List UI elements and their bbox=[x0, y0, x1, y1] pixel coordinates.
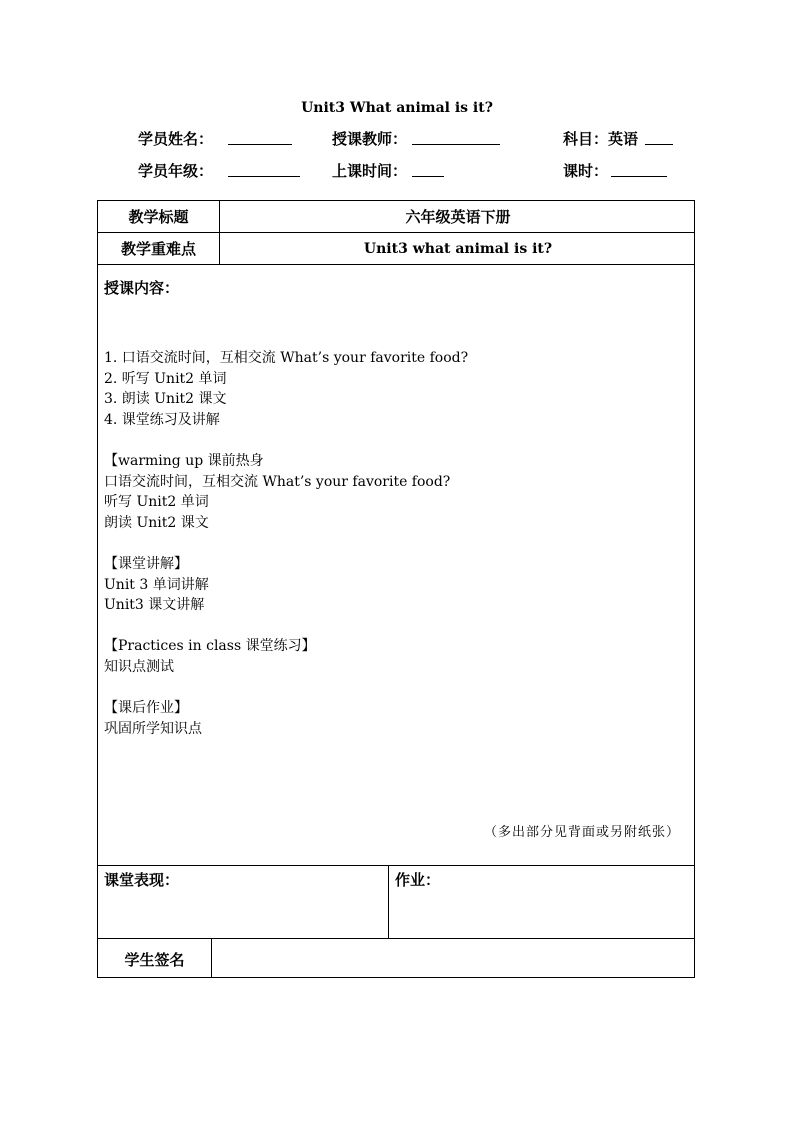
content-line: Unit3 课文讲解 bbox=[104, 597, 205, 614]
teacher-blank bbox=[412, 128, 500, 149]
content-line: 4. 课堂练习及讲解 bbox=[104, 411, 220, 428]
content-line: Unit 3 单词讲解 bbox=[104, 576, 209, 593]
content-line: 【课堂讲解】 bbox=[104, 555, 188, 572]
content-label: 授课内容： bbox=[104, 279, 180, 297]
performance-label: 课堂表现： bbox=[104, 871, 180, 889]
content-body bbox=[104, 348, 468, 739]
content-line: 1. 口语交流时间，互相交流 What’s your favorite food? bbox=[104, 350, 469, 366]
student-name-label: 学员姓名： bbox=[138, 130, 214, 148]
row-divider bbox=[98, 264, 694, 265]
content-line bbox=[104, 533, 468, 554]
page-title: Unit3 What animal is it? bbox=[301, 100, 493, 116]
signature-field[interactable] bbox=[212, 939, 696, 979]
content-line: 知识点测试 bbox=[104, 658, 174, 675]
content-line: 听写 Unit2 单词 bbox=[104, 494, 209, 511]
row-divider bbox=[98, 865, 694, 866]
student-name-blank bbox=[228, 128, 292, 149]
grade-label: 学员年级： bbox=[138, 162, 214, 180]
content-line: 【Practices in class 课堂练习】 bbox=[104, 638, 316, 655]
topic-label: 教学标题 bbox=[128, 208, 189, 226]
subject-label: 科目：英语 bbox=[563, 130, 639, 148]
content-line bbox=[104, 430, 468, 451]
overflow-note: （多出部分见背面或另附纸张） bbox=[483, 825, 680, 840]
hours-blank bbox=[611, 160, 667, 181]
content-line: 朗读 Unit2 课文 bbox=[104, 514, 209, 531]
class-time-label: 上课时间： bbox=[332, 162, 408, 180]
content-line: 口语交流时间，互相交流 What’s your favorite food? bbox=[104, 473, 451, 490]
content-line: 2. 听写 Unit2 单词 bbox=[104, 370, 227, 387]
signature-label: 学生签名 bbox=[124, 950, 185, 969]
homework-label: 作业： bbox=[395, 871, 441, 889]
class-time-blank bbox=[412, 160, 444, 181]
lesson-table bbox=[97, 200, 695, 978]
column-divider bbox=[388, 865, 389, 938]
subject-blank bbox=[645, 128, 673, 149]
grade-blank bbox=[228, 160, 300, 181]
content-line bbox=[104, 616, 468, 637]
topic-value: 六年级英语下册 bbox=[405, 208, 511, 226]
content-line bbox=[104, 678, 468, 699]
teacher-label: 授课教师： bbox=[332, 130, 408, 148]
content-line: 【课后作业】 bbox=[104, 700, 188, 717]
key-points-value: Unit3 what animal is it? bbox=[363, 240, 553, 257]
key-points-label: 教学重难点 bbox=[120, 240, 196, 258]
content-line: 巩固所学知识点 bbox=[104, 720, 202, 737]
hours-label: 课时： bbox=[563, 162, 609, 180]
content-line: 【warming up 课前热身 bbox=[104, 452, 264, 469]
content-line: 3. 朗读 Unit2 课文 bbox=[104, 391, 227, 408]
